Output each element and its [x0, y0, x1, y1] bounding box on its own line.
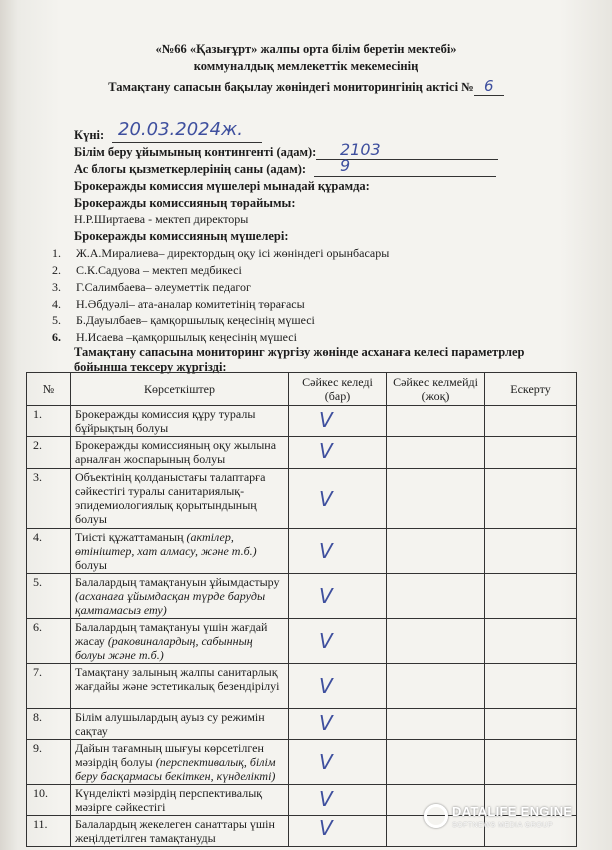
member-3: 3. Г.Салимбаева– әлеуметтік педагог: [52, 280, 251, 294]
commission-composition: Брокеражды комиссия мүшелері мынадай құрамда:: [74, 179, 370, 193]
check-mark: V: [319, 711, 333, 735]
check-mark: V: [319, 539, 333, 563]
header-line-2: коммуналдық мемлекеттік мекемесінің: [193, 59, 419, 73]
table-row: 2. Брокеражды комиссияның оқу жылына арналған жоспарының болуы V: [27, 437, 577, 469]
check-mark: V: [319, 439, 333, 463]
table-row: 3. Объектінің қолданыстағы талаптарға сәйкестігі туралы санитариялық-эпидемиологиялық қорытындының болуы V: [27, 469, 577, 529]
header-line-1: «№66 «Қазығұрт» жалпы орта білім беретін мектебі»: [155, 42, 457, 56]
col-yes-header: Сәйкес келеді (бар): [289, 373, 387, 406]
staff-underline: [314, 176, 496, 177]
date-value: 20.03.2024ж.: [118, 119, 243, 140]
table-row: 8. Білім алушылардың ауыз су режимін сақтау V: [27, 709, 577, 740]
header-line-3: [0, 77, 612, 96]
members-label: Брокеражды комиссияның мүшелері:: [74, 229, 289, 243]
check-mark: V: [319, 584, 333, 608]
col-num-header: №: [27, 373, 71, 406]
col-indicators-header: Көрсеткіштер: [71, 373, 289, 406]
date-underline: [112, 142, 262, 143]
table-header-row: [27, 373, 577, 406]
datalife-logo-icon: [424, 804, 448, 828]
member-1: 1. Ж.А.Миралиева– директордың оқу ісі жөніндегі орынбасары: [52, 246, 390, 260]
check-mark: V: [319, 487, 333, 511]
table-row: 10. Күнделікті мәзірдің перспективалық мәзірге сәйкестігі V: [27, 785, 577, 816]
col-note-header: Ескерту: [485, 373, 577, 406]
watermark-subtitle: SOFTNEWS MEDIA GROUP: [452, 822, 554, 829]
member-2: 2. С.К.Садуова – мектеп медбикесі: [52, 263, 242, 277]
check-mark: V: [319, 816, 333, 840]
table-row: 6. Балалардың тамақтануы үшін жағдай жасау (раковиналардың, сабынның болуы және т.б.) V: [27, 619, 577, 664]
date-label: Күні:: [74, 128, 105, 142]
check-mark: V: [319, 408, 333, 432]
check-mark: V: [319, 787, 333, 811]
check-mark: V: [319, 674, 333, 698]
table-row: 5. Балалардың тамақтануын ұйымдастыру (асханаға ұйымдасқан түрде баруды қамтамасыз ету) V: [27, 574, 577, 619]
watermark: [418, 800, 608, 840]
chair-value: Н.Р.Ширтаева - мектеп директоры: [74, 212, 249, 226]
act-title: Тамақтану сапасын бақылау жөніндегі мониторингінің актісі №: [108, 80, 474, 94]
check-mark: V: [319, 750, 333, 774]
chair-label: Брокеражды комиссияның төрайымы:: [74, 196, 296, 210]
member-6: 6. Н.Исаева –қамқоршылық кеңесінің мүшесі: [52, 330, 297, 344]
table-row: 9. Дайын тағамның шығуы көрсетілген мәзірдің болуы (перспективалық, білім беру басқармасы бекіткен, күнделікті) V: [27, 740, 577, 785]
staff-value: 9: [340, 156, 351, 175]
member-5: 5. Б.Дауылбаев– қамқоршылық кеңесінің мүшесі: [52, 313, 315, 327]
contingent-label: Білім беру ұйымының контингенті (адам):: [74, 145, 317, 159]
contingent-value: 2103: [340, 140, 381, 159]
table-row: 1. Брокеражды комиссия құру туралы бұйрықтың болуы V: [27, 406, 577, 437]
col-no-header: Сәйкес келмейді (жоқ): [387, 373, 485, 406]
table-row: 11. Балалардың жекелеген санаттары үшін жеңілдетілген тамақтануды V: [27, 816, 577, 847]
table-row: 4. Тиісті құжаттаманың (актілер, өтініштер, хат алмасу, және т.б.) болуы V: [27, 529, 577, 574]
intro-line-2: бойынша тексеру жүргізді:: [74, 360, 227, 374]
member-4: 4. Н.Әбдуәлі– ата-аналар комитетінің төрағасы: [52, 297, 305, 311]
table-row: 7. Тамақтану залының жалпы санитарлық жағдайы және эстетикалық безендірілуі V: [27, 664, 577, 709]
act-number: 6: [474, 77, 504, 96]
check-mark: V: [319, 629, 333, 653]
intro-line-1: Тамақтану сапасына мониторинг жүргізу жөнінде асханаға келесі параметрлер: [74, 345, 525, 359]
watermark-title: DATALIFE ENGINE: [452, 804, 573, 819]
staff-label: Ас блогы қызметкерлерінің саны (адам):: [74, 162, 307, 176]
monitoring-table: [26, 372, 577, 847]
